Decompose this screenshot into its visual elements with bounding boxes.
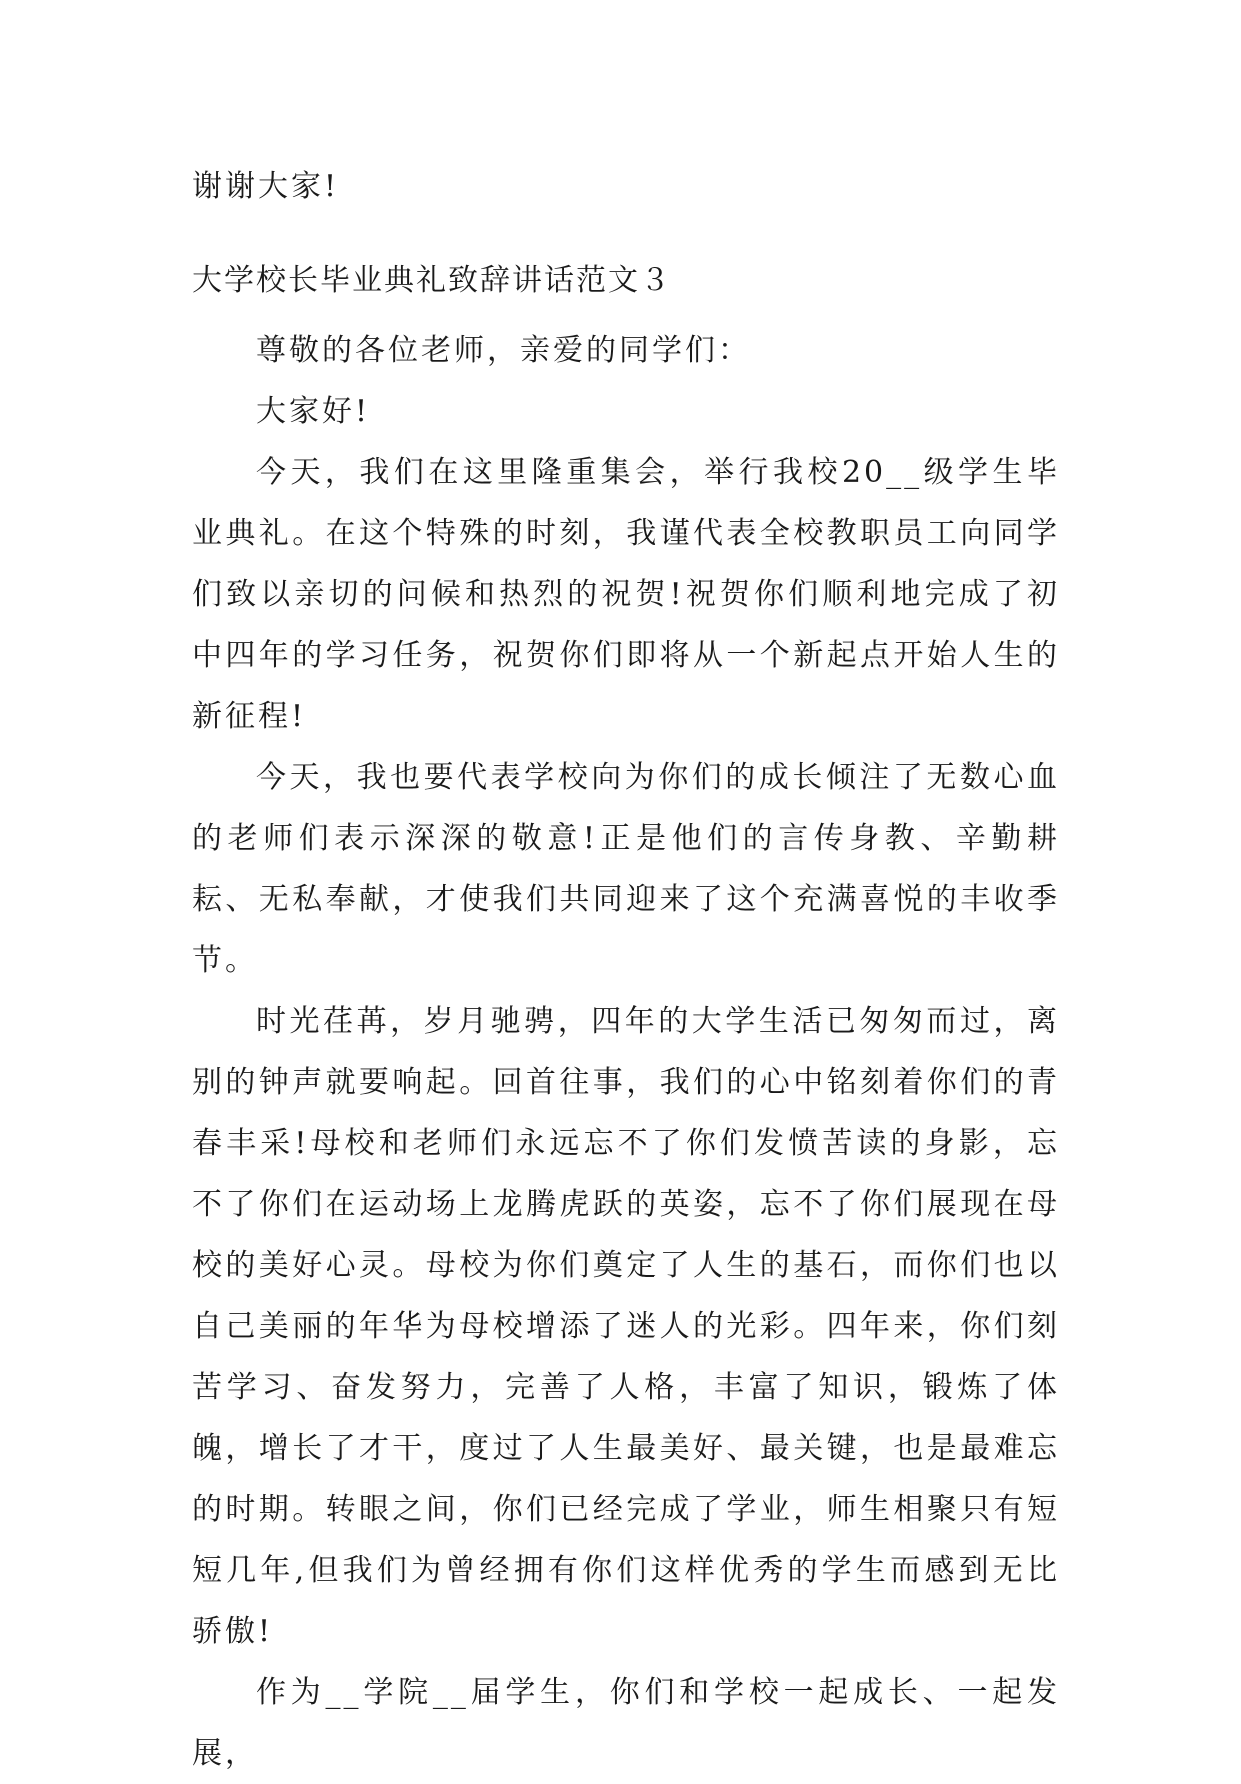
speech-body (192, 320, 1060, 1784)
closing-line: 谢谢大家! (192, 169, 340, 204)
paragraph: 今天，我们在这里隆重集会，举行我校20__级学生毕业典礼。在这个特殊的时刻，我谨代表全校教职员工向同学们致以亲切的问候和热烈的祝贺!祝贺你们顺利地完成了初中四年的学习任务，祝贺你们即将从一个新起点开始人生的新征程! (192, 455, 1060, 734)
greeting: 大家好! (256, 394, 371, 429)
paragraph: 时光荏苒，岁月驰骋，四年的大学生活已匆匆而过，离别的钟声就要响起。回首往事，我们的心中铭刻着你们的青春丰采!母校和老师们永远忘不了你们发愤苦读的身影，忘不了你们在运动场上龙腾虎跃的英姿，忘不了你们展现在母校的美好心灵。母校为你们奠定了人生的基石，而你们也以自己美丽的年华为母校增添了迷人的光彩。四年来，你们刻苦学习、奋发努力，完善了人格，丰富了知识，锻炼了体魄，增长了才干，度过了人生最美好、最关键，也是最难忘的时期。转眼之间，你们已经完成了学业，师生相聚只有短短几年,但我们为曾经拥有你们这样优秀的学生而感到无比骄傲! (192, 1004, 1060, 1649)
paragraph: 作为__学院__届学生，你们和学校一起成长、一起发展， (192, 1675, 1060, 1771)
salutation: 尊敬的各位老师，亲爱的同学们： (256, 333, 751, 368)
section-heading: 大学校长毕业典礼致辞讲话范文３ (192, 263, 672, 298)
paragraph: 今天，我也要代表学校向为你们的成长倾注了无数心血的老师们表示深深的敬意!正是他们的言传身教、辛勤耕耘、无私奉献，才使我们共同迎来了这个充满喜悦的丰收季节。 (192, 760, 1060, 978)
